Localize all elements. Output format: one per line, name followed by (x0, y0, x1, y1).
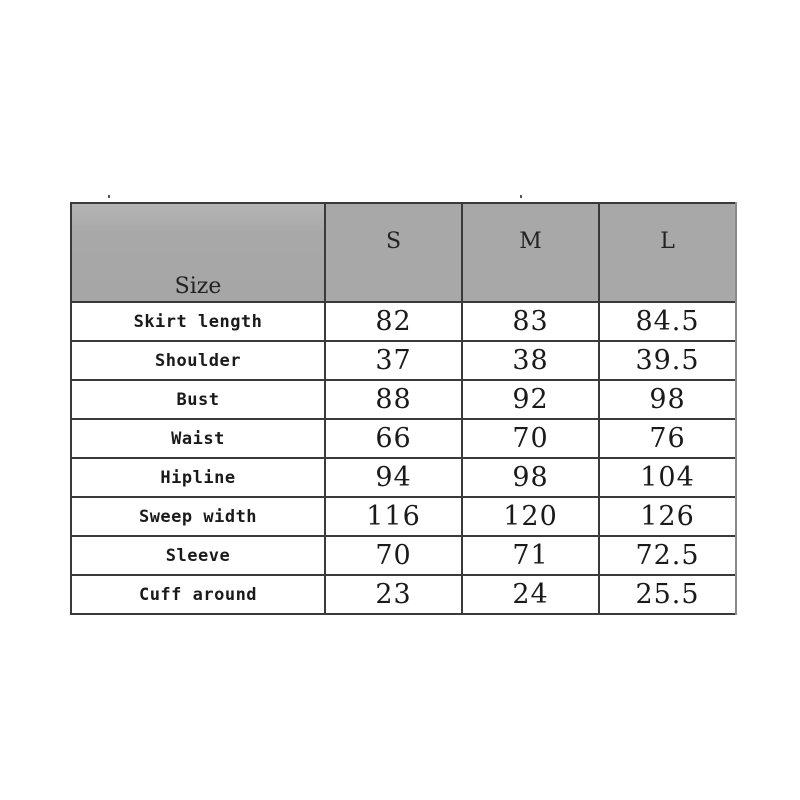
table-row (71, 302, 736, 341)
value-cell: 38 (462, 341, 599, 380)
measurement-label: Skirt length (71, 302, 325, 341)
size-chart-table (70, 202, 737, 615)
value-cell: 23 (325, 575, 462, 614)
value-cell: 24 (462, 575, 599, 614)
table-row (71, 497, 736, 536)
value-cell: 104 (599, 458, 736, 497)
measurement-label: Bust (71, 380, 325, 419)
scan-mark (520, 195, 522, 198)
measurement-label: Waist (71, 419, 325, 458)
value-cell: 94 (325, 458, 462, 497)
value-cell: 72.5 (599, 536, 736, 575)
value-cell: 70 (462, 419, 599, 458)
value-cell: 37 (325, 341, 462, 380)
value-cell: 98 (599, 380, 736, 419)
value-cell: 70 (325, 536, 462, 575)
table-row (71, 341, 736, 380)
size-header-s: S (325, 203, 462, 302)
measurement-label: Hipline (71, 458, 325, 497)
measurement-label: Sweep width (71, 497, 325, 536)
value-cell: 116 (325, 497, 462, 536)
header-row (71, 203, 736, 302)
measurement-label: Sleeve (71, 536, 325, 575)
value-cell: 71 (462, 536, 599, 575)
value-cell: 84.5 (599, 302, 736, 341)
measurement-label: Shoulder (71, 341, 325, 380)
value-cell: 83 (462, 302, 599, 341)
value-cell: 120 (462, 497, 599, 536)
size-header-label: Size (71, 203, 325, 302)
value-cell: 66 (325, 419, 462, 458)
size-header-m: M (462, 203, 599, 302)
measurement-label: Cuff around (71, 575, 325, 614)
value-cell: 98 (462, 458, 599, 497)
table-row (71, 380, 736, 419)
value-cell: 88 (325, 380, 462, 419)
value-cell: 126 (599, 497, 736, 536)
table-row (71, 575, 736, 614)
value-cell: 92 (462, 380, 599, 419)
table-row (71, 458, 736, 497)
value-cell: 25.5 (599, 575, 736, 614)
value-cell: 39.5 (599, 341, 736, 380)
size-chart-header (71, 203, 736, 302)
table-row (71, 419, 736, 458)
size-chart-body (71, 302, 736, 614)
size-header-l: L (599, 203, 736, 302)
scan-mark (108, 195, 110, 198)
value-cell: 82 (325, 302, 462, 341)
value-cell: 76 (599, 419, 736, 458)
table-row (71, 536, 736, 575)
